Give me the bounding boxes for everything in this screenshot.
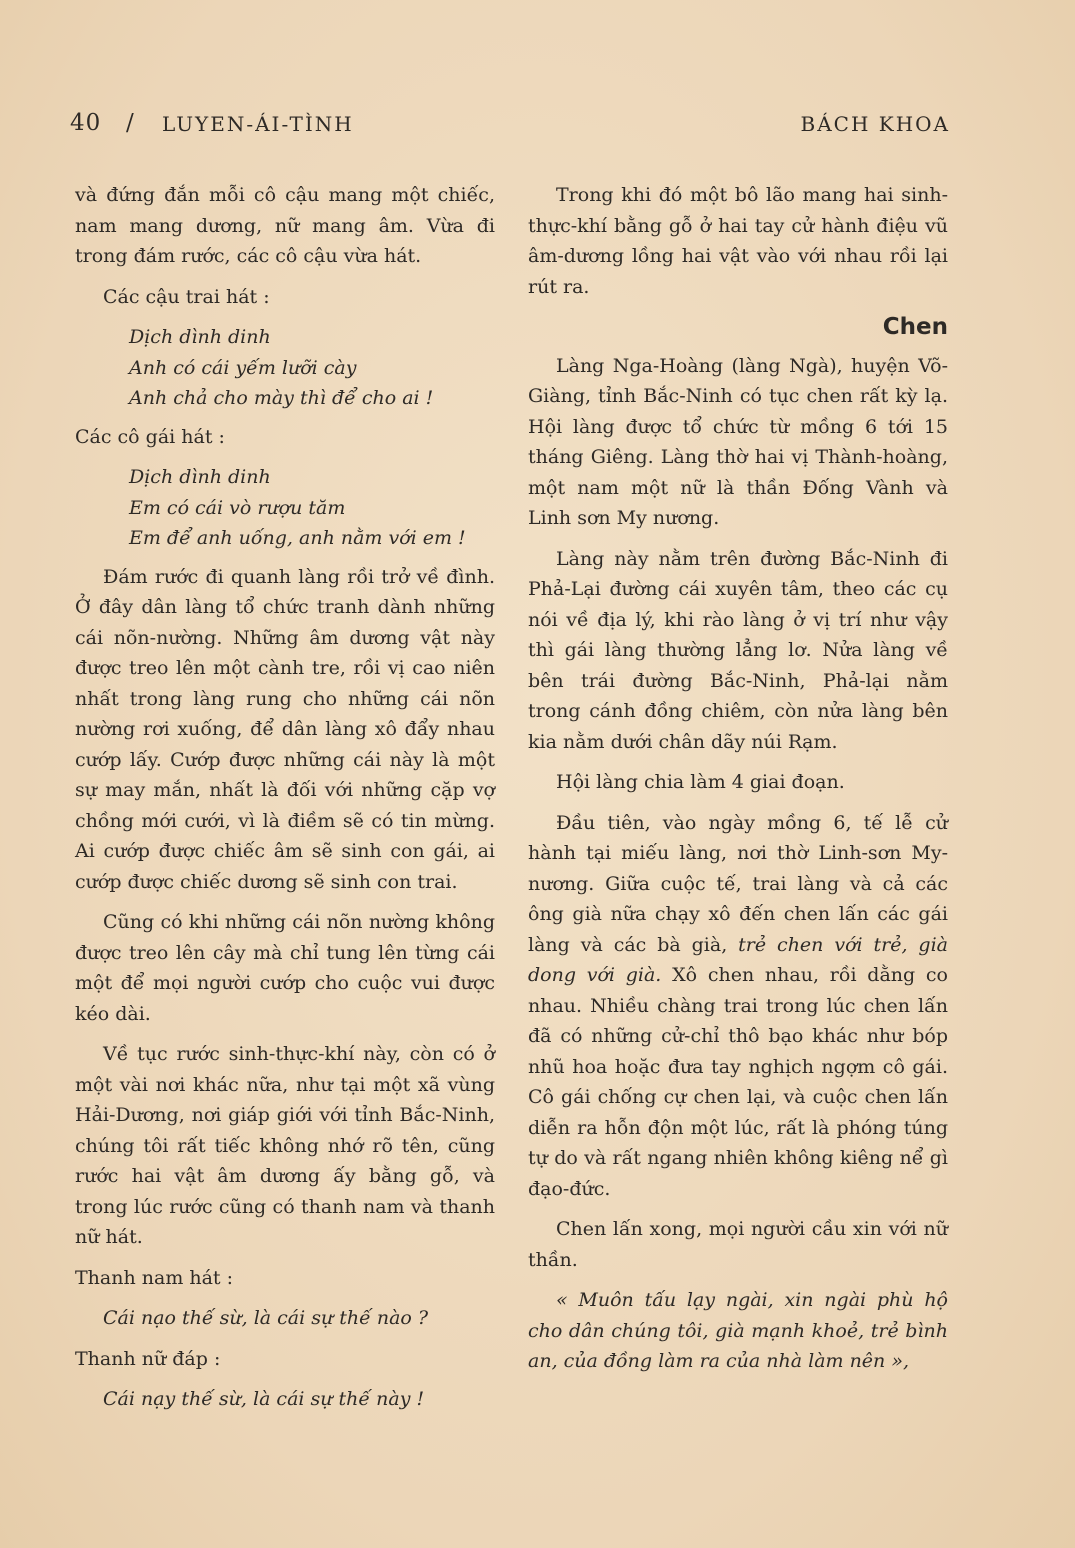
paragraph: Chen lấn xong, mọi người cầu xin với nữ thần. [528, 1218, 948, 1271]
paragraph: và đứng đắn mỗi cô cậu mang một chiếc, nam mang dương, nữ mang âm. Vừa đi trong đám rước, các cô cậu vừa hát. [75, 184, 495, 267]
right-column [528, 180, 948, 1387]
paragraph: Làng Nga-Hoàng (làng Ngà), huyện Võ-Giàng, tỉnh Bắc-Ninh có tục chen rất kỳ lạ. Hội làng được tổ chức từ mồng 6 tới 15 tháng Giêng. Làng thờ hai vị Thành-hoàng, một nam một nữ là thần Đống Vành và Linh sơn My nương. [528, 354, 948, 529]
paragraph: Cũng có khi những cái nõn nường không được treo lên cây mà chỉ tung lên từng cái một để mọi người cướp cho cuộc vui được kéo dài. [75, 911, 495, 1025]
verse-line: Dịch dình dinh [129, 466, 271, 488]
verse-line: Dịch dình dinh [129, 326, 271, 348]
emphasis-text: trẻ chen với trẻ, già dong với già. [528, 933, 948, 986]
verse-line: Anh có cái yếm lưỡi cày [129, 356, 357, 379]
verse-line: Em để anh uống, anh nằm với em ! [129, 527, 466, 549]
verse-line: Cái nạy thế sừ, là cái sự thế này ! [103, 1388, 425, 1410]
verse [75, 462, 495, 554]
prayer-quote: « Muôn tấu lạy ngài, xin ngài phù hộ cho dân chúng tôi, già mạnh khoẻ, trẻ bình an, của đồng làm ra của nhà làm nên », [528, 1289, 948, 1372]
paragraph: Hội làng chia làm 4 giai đoạn. [556, 771, 845, 793]
paragraph [528, 808, 948, 1205]
paragraph: Làng này nằm trên đường Bắc-Ninh đi Phả-Lại đường cái xuyên tâm, theo các cụ nói về địa lý, khi rào làng ở vị trí như vậy thì gái làng thường lẳng lơ. Nửa làng về bên trái đường Bắc-Ninh, Phả-lại nằm trong cánh đồng chiêm, còn nửa làng bên kia nằm dưới chân dãy núi Rạm. [528, 547, 948, 753]
left-column [75, 180, 495, 1425]
header-separator: / [126, 110, 134, 136]
song-label: Thanh nam hát : [75, 1266, 234, 1289]
section-heading: Chen [882, 314, 948, 340]
paragraph: Đám rước đi quanh làng rồi trở về đình. Ở đây dân làng tổ chức tranh dành những cái nõn-nường. Những âm dương vật này được treo lên một cành tre, rồi vị cao niên nhất trong làng rung cho những cái nõn nường rơi xuống, để dân làng xô đẩy nhau cướp lấy. Cướp được những cái này là một sự may mắn, nhất là đối với những cặp vợ chồng mới cưới, vì là điềm sẽ có tin mừng. Ai cướp được chiếc âm sẽ sinh con gái, ai cướp được chiếc dương sẽ sinh con trai. [75, 565, 495, 893]
paragraph: Về tục rước sinh-thực-khí này, còn có ở một vài nơi khác nữa, như tại một xã vùng Hải-Dương, nơi giáp giới với tỉnh Bắc-Ninh, chúng tôi rất tiếc không nhớ rõ tên, cũng rước hai vật âm dương ấy bằng gỗ, và trong lúc rước cũng có thanh nam và thanh nữ hát. [75, 1043, 495, 1248]
song-label: Thanh nữ đáp : [75, 1347, 221, 1370]
page-header [70, 110, 950, 150]
magazine-title: BÁCH KHOA [800, 112, 950, 136]
paragraph: Trong khi đó một bô lão mang hai sinh-thực-khí bằng gỗ ở hai tay cử hành điệu vũ âm-dương lồng hai vật vào với nhau rồi lại rút ra. [528, 184, 948, 298]
running-title: LUYEN-ÁI-TÌNH [162, 112, 354, 136]
verse-line: Em có cái vò rượu tăm [129, 496, 346, 519]
page-number: 40 [70, 110, 102, 136]
paragraph-text: Xô chen nhau, rồi dằng co nhau. Nhiều chàng trai trong lúc chen lấn đã có những cử-chỉ thô bạo khác như bóp nhũ hoa hoặc đưa tay nghịch ngợm cô gái. Cô gái chống cự chen lại, và cuộc chen lấn diễn ra hỗn độn một lúc, rất là phóng túng tự do và rất ngang nhiên không kiêng nể gì đạo-đức. [528, 964, 948, 1200]
song-label: Các cậu trai hát : [103, 285, 270, 308]
verse-line: Cái nạo thế sừ, là cái sự thế nào ? [103, 1307, 429, 1329]
paragraph-text: Đầu tiên, vào ngày mồng 6, tế lễ cử hành tại miếu làng, nơi thờ Linh-sơn My-nương. Giữa cuộc tế, trai làng và cả các ông già nữa chạy xô đến chen lấn các gái làng và các bà già, [528, 811, 948, 956]
song-label: Các cô gái hát : [75, 425, 225, 448]
verse [75, 322, 495, 414]
verse-line: Anh chả cho mày thì để cho ai ! [129, 387, 434, 409]
